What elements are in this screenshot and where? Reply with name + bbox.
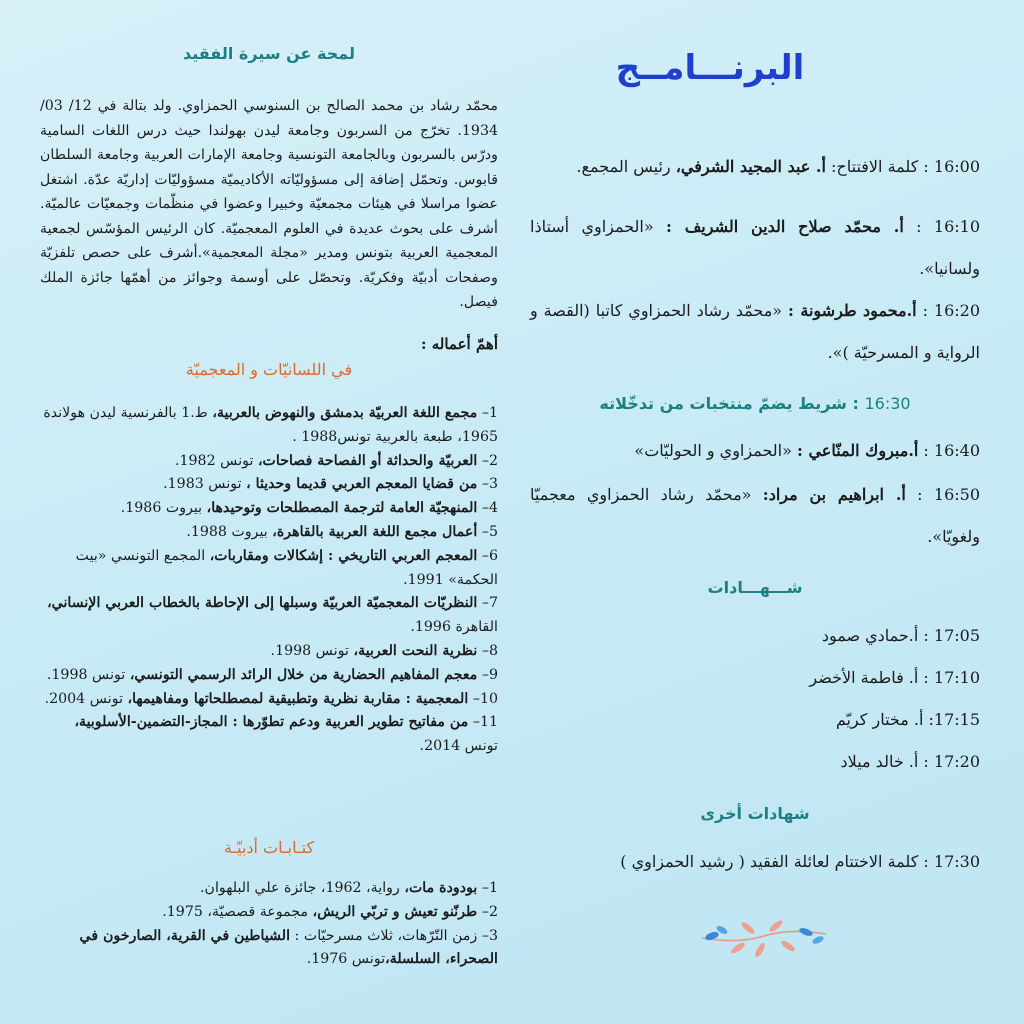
list-item: 2– العربيّة والحداثة أو الفصاحة فصاحات، تونس 1982. — [174, 452, 498, 469]
list-item: 8– نظرية النحت العربية، تونس 1998. — [270, 642, 498, 659]
list-item: 4– المنهجيّة العامة لترجمة المصطلحات وتوحيدها، بيروت 1986. — [120, 500, 498, 517]
list-item: 10– المعجمية : مقاربة نظرية وتطبيقية لمصطلحاتها ومفاهيمها، تونس 2004. — [44, 690, 498, 707]
program-column — [530, 0, 980, 1024]
list-item: 5– أعمال مجمع اللغة العربية بالقاهرة، بيروت 1988. — [186, 523, 498, 540]
list-item: 3– من قضايا المعجم العربي قديما وحديثا ، تونس 1983. — [163, 476, 498, 493]
program-item: 16:50 : أ. ابراهيم بن مراد: «محمّد رشاد الحمزاوي معجميّا ولغويّا». — [530, 485, 981, 546]
testimony-item: 17:10 : أ. فاطمة الأخضر — [809, 668, 980, 687]
works-section-linguistics-title: في اللسانيّات و المعجميّة — [185, 360, 353, 379]
program-item: 16:10 : أ. محمّد صلاح الدين الشريف : «الحمزاوي أستاذا ولسانيا». — [530, 217, 980, 278]
list-item: 6– المعجم العربي التاريخي : إشكالات ومقاربات، المجمع التونسي «بيت الحكمة» 1991. — [75, 547, 498, 588]
list-item: 1– بودودة مات، رواية، 1962، جائزة علي البلهوان. — [200, 880, 498, 896]
list-item: 3– زمن التّرّهات، ثلاث مسرحيّات : الشياطين في القرية، الصارخون في الصحراء، السلسلة،تونس 1976. — [79, 927, 498, 968]
testimony-item: 17:15: أ. مختار كريّم — [835, 710, 980, 729]
list-item: 7– النظريّات المعجميّة العربيّة وسبلها إلى الإحاطة بالخطاب العربي الإنساني، القاهرة 1996. — [47, 595, 498, 636]
program-item: 16:40 : أ.مبروك المنّاعي : «الحمزاوي و الحوليّات» — [634, 441, 980, 460]
biography-column — [40, 0, 498, 1024]
program-break: 16:30 : شريط يضمّ منتخبات من تدخّلاته — [599, 394, 911, 413]
testimony-item: 17:05 : أ.حمادي صمود — [821, 626, 980, 645]
list-item: 9– معجم المفاهيم الحضارية من خلال الرائد الرسمي التونسي، تونس 1998. — [46, 666, 498, 683]
bio-text: محمّد رشاد بن محمد الصالح بن السنوسي الحمزاوي. ولد بتالة في 12/ 03/ 1934. تخرّج من السربون وجامعة ليدن بهولندا حيث درس اللغات السامية ودرّس بالسربون وبالجامعة التونسية وجامعة الإمارات العربية وجامعة السلطان قابوس. وتحمّل إضافة إلى مسؤوليّاته الأكاديميّة مسؤوليّات إداريّة عدّة. اشتغل عضوا مراسلا في هيئات مجمعيّة وخبيرا وعضوا في منظّمات وجمعيّات عالميّة. أشرف على بحوث عديدة في العلوم المعجميّة. كان الرئيس المؤسّس لجمعية المعجمية العربية بتونس ومدير «مجلة المعجمية».أشرف على حصص تلفزيّة وصفحات أدبيّة وفكريّة. وتحصّل على أوسمة وجوائز من أهمّها جائزة الملك فيصل. — [40, 98, 499, 310]
bio-title: لمحة عن سيرة الفقيد — [183, 44, 355, 63]
list-item: 2– طرنّنو تعيش و تربّي الريش، مجموعة قصصيّة، 1975. — [162, 903, 498, 920]
works-section-literary-title: كتـابـات أدبيّـة — [223, 838, 315, 857]
floral-ornament-icon — [698, 914, 830, 960]
closing-item: 17:30 : كلمة الاختتام لعائلة الفقيد ( رشيد الحمزاوي ) — [620, 852, 980, 871]
program-title: البرنـــامــج — [615, 48, 805, 88]
testimony-item: 17:20 : أ. خالد ميلاد — [840, 752, 980, 771]
literary-works-list — [40, 877, 498, 972]
works-label: أهمّ أعماله : — [420, 335, 498, 353]
works-list — [40, 402, 498, 759]
list-item: 11– من مفاتيح تطوير العربية ودعم تطوّرها : المجاز-التضمين-الأسلوبية، تونس 2014. — [74, 714, 498, 755]
program-item: 16:00 : كلمة الافتتاح: أ. عبد المجيد الشرفي، رئيس المجمع. — [576, 157, 980, 176]
testimonies-title: شـــهـــادات — [707, 578, 803, 597]
list-item: 1– مجمع اللغة العربيّة بدمشق والنهوض بالعربية، ط.1 بالفرنسية ليدن هولاندة 1965، طبعة بالعربية تونس1988 . — [43, 405, 498, 445]
program-item: 16:20 : أ.محمود طرشونة : «محمّد رشاد الحمزاوي كاتبا (القصة و الرواية و المسرحيّة )». — [530, 301, 981, 362]
other-testimonies-title: شهادات أخرى — [700, 804, 810, 823]
